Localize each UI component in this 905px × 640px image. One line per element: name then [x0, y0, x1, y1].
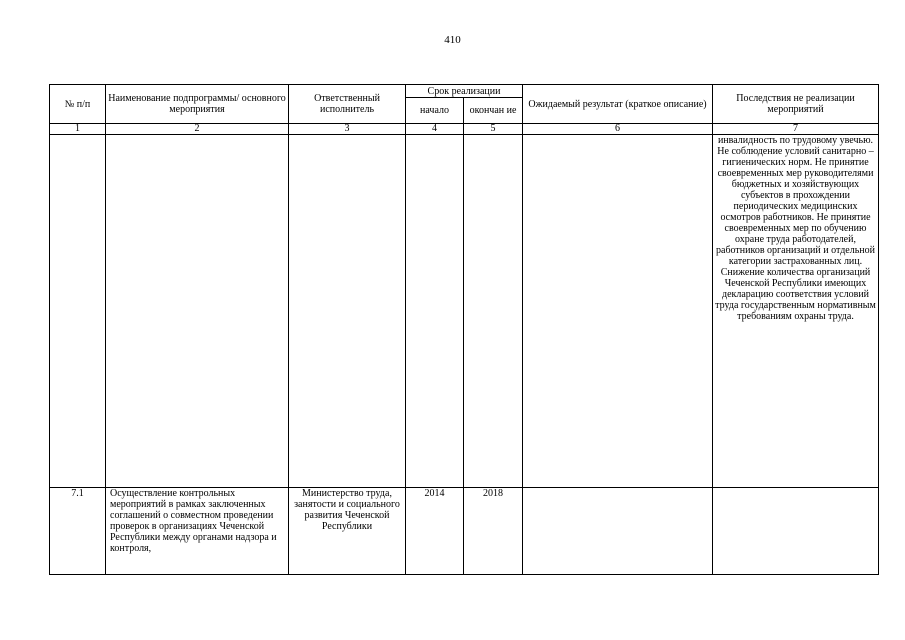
column-number: 7 [713, 124, 879, 135]
header-start: начало [406, 98, 464, 124]
column-number: 1 [50, 124, 106, 135]
row-end [464, 135, 523, 488]
row-consequences [713, 488, 879, 575]
row-start: 2014 [406, 488, 464, 575]
column-number: 5 [464, 124, 523, 135]
row-name [106, 135, 289, 488]
row-consequences: инвалидность по трудовому увечью. Не соблюдение условий санитарно – гигиенических норм. Не принятие своевременных мер руководителями бюджетных и хозяйствующих субъектов в прохождении периодических медицинских осмотров работников. Не принятие своевременных мер по обучению охране труда работодателей, работников организаций и отдельной категории застрахованных лиц. Снижение количества организаций Чеченской Республики имеющих декларацию соответствия условий труда государственным нормативным требованиям охраны труда. [713, 135, 879, 488]
row-num [50, 135, 106, 488]
program-table [49, 84, 879, 575]
header-result: Ожидаемый результат (краткое описание) [523, 85, 713, 124]
header-period: Срок реализации [406, 85, 523, 98]
table-row [50, 488, 879, 575]
row-responsible [289, 135, 406, 488]
header-consequences: Последствия не реализации мероприятий [713, 85, 879, 124]
row-end: 2018 [464, 488, 523, 575]
column-number: 6 [523, 124, 713, 135]
column-number: 3 [289, 124, 406, 135]
header-responsible: Ответственный исполнитель [289, 85, 406, 124]
column-numbers-row [50, 124, 879, 135]
page-number: 410 [444, 34, 461, 46]
row-num: 7.1 [50, 488, 106, 575]
header-name: Наименование подпрограммы/ основного мероприятия [106, 85, 289, 124]
row-start [406, 135, 464, 488]
header-num: № п/п [50, 85, 106, 124]
row-responsible: Министерство труда, занятости и социального развития Чеченской Республики [289, 488, 406, 575]
header-end: окончан ие [464, 98, 523, 124]
row-name: Осуществление контрольных мероприятий в рамках заключенных соглашений о совместном проведении проверок в организациях Чеченской Республики между органами надзора и контроля, [106, 488, 289, 575]
row-result [523, 135, 713, 488]
table-row [50, 135, 879, 488]
column-number: 4 [406, 124, 464, 135]
column-number: 2 [106, 124, 289, 135]
row-result [523, 488, 713, 575]
